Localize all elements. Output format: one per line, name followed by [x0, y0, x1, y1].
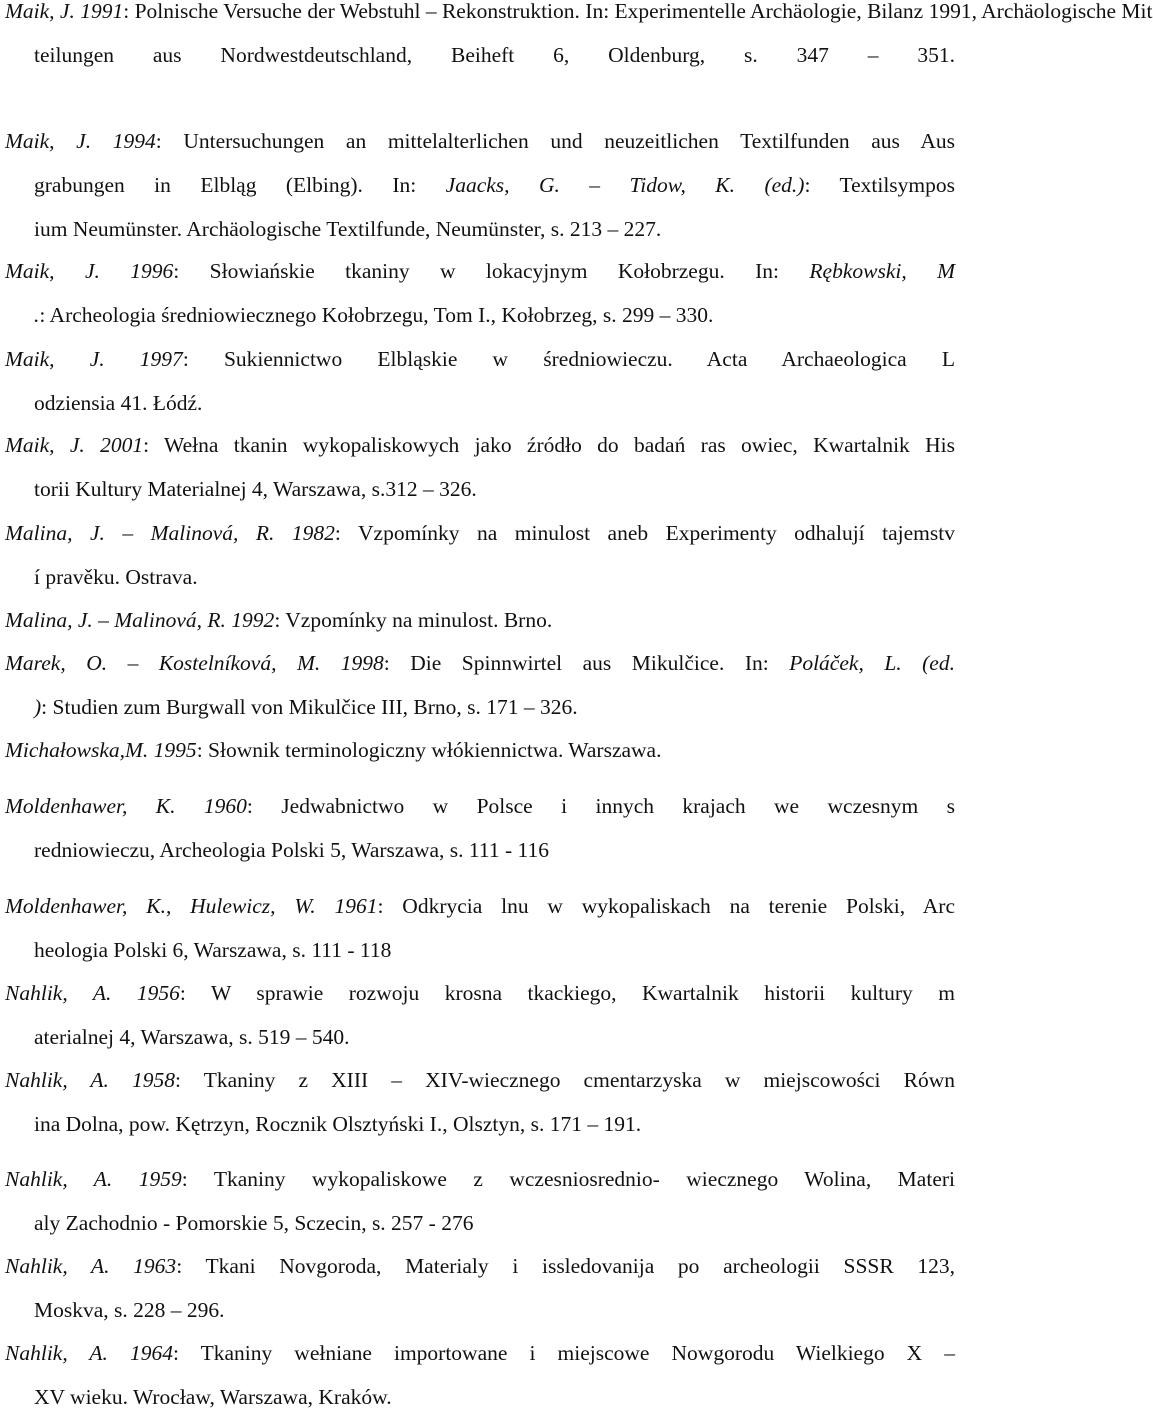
citation-text: : Die Spinnwirtel aus Mikulčice. In:: [383, 651, 790, 675]
citation-author-year: Nahlik, A. 1956: [5, 981, 180, 1005]
entry-line: [34, 1384, 955, 1410]
entry-line: [34, 1297, 955, 1323]
entry-line: [5, 128, 955, 154]
entry-line: [34, 937, 955, 963]
citation-author-year: Marek, O. – Kostelníková, M. 1998: [5, 651, 384, 675]
citation-text: torii Kultury Materialnej 4, Warszawa, s.312 – 326.: [34, 477, 477, 501]
entry-line: [5, 0, 1153, 24]
citation-author-year: Nahlik, A. 1963: [5, 1254, 177, 1278]
citation-text: : Jedwabnictwo w Polsce i innych krajach we wczesnym s: [246, 794, 955, 818]
entry-line: [5, 1166, 955, 1192]
entry-line: [34, 1111, 955, 1137]
entry-line: [5, 1253, 955, 1279]
citation-text: : Odkrycia lnu w wykopaliskach na terenie Polski, Arc: [377, 894, 956, 918]
entry-line: [34, 837, 955, 863]
citation-text: ina Dolna, pow. Kętrzyn, Rocznik Olsztyński I., Olsztyn, s. 171 – 191.: [34, 1112, 642, 1136]
citation-text: : Tkaniny z XIII – XIV-wiecznego cmentarzyska w miejscowości Równ: [175, 1068, 955, 1092]
citation-author-year: Maik, J. 2001: [5, 433, 144, 457]
entry-line: [34, 216, 955, 242]
citation-author-year: Nahlik, A. 1964: [5, 1341, 173, 1365]
citation-author-year: Malina, J. – Malinová, R. 1982: [5, 521, 335, 545]
citation-text: XV wieku. Wrocław, Warszawa, Kraków.: [34, 1385, 392, 1409]
citation-author-year: Maik, J. 1997: [5, 347, 183, 371]
citation-author-year: Maik, J. 1991: [5, 0, 124, 23]
citation-author-year: Nahlik, A. 1959: [5, 1167, 182, 1191]
citation-text: : Vzpomínky na minulost. Brno.: [274, 608, 553, 632]
entry-line: [34, 564, 955, 590]
entry-line: [34, 390, 955, 416]
entry-line: [5, 346, 955, 372]
entry-line: [34, 302, 955, 328]
citation-text: : W sprawie rozwoju krosna tkackiego, Kwartalnik historii kultury m: [179, 981, 956, 1005]
citation-text: : Vzpomínky na minulost aneb Experimenty odhalují tajemstv: [334, 521, 955, 545]
citation-text: : Tkani Novgoroda, Materialy i issledovanija po archeologii SSSR 123,: [176, 1254, 955, 1278]
citation-text: í pravěku. Ostrava.: [34, 565, 198, 589]
entry-line: [5, 607, 955, 633]
citation-author-year: ): [34, 695, 42, 719]
citation-author-year: Moldenhawer, K., Hulewicz, W. 1961: [5, 894, 378, 918]
entry-line: [5, 258, 955, 284]
citation-text: heologia Polski 6, Warszawa, s. 111 - 118: [34, 938, 392, 962]
entry-line: [34, 86, 955, 112]
entry-line: [5, 1067, 955, 1093]
citation-text: : Studien zum Burgwall von Mikulčice III, Brno, s. 171 – 326.: [41, 695, 578, 719]
entry-line: [5, 793, 955, 819]
citation-text: : Słowiańskie tkaniny w lokacyjnym Kołobrzegu. In:: [173, 259, 810, 283]
citation-author-year: Jaacks, G. – Tidow, K. (ed.): [445, 173, 805, 197]
citation-text: : Tkaniny wełniane importowane i miejscowe Nowgorodu Wielkiego X –: [172, 1341, 955, 1365]
citation-text: aly Zachodnio - Pomorskie 5, Sczecin, s. 257 - 276: [34, 1211, 474, 1235]
entry-line: [34, 694, 955, 720]
entry-line: [34, 1210, 955, 1236]
citation-text: : Textilsympos: [804, 173, 956, 197]
citation-text: redniowieczu, Archeologia Polski 5, Warszawa, s. 111 - 116: [34, 838, 549, 862]
citation-author-year: Michałowska,M. 1995: [5, 738, 197, 762]
entry-line: [5, 520, 955, 546]
citation-text: : Sukiennictwo Elbląskie w średniowieczu. Acta Archaeologica L: [182, 347, 955, 371]
entry-line: [34, 476, 955, 502]
citation-text: aterialnej 4, Warszawa, s. 519 – 540.: [34, 1025, 350, 1049]
citation-author-year: Maik, J. 1994: [5, 129, 156, 153]
citation-author-year: .: [34, 303, 40, 327]
citation-text: : Untersuchungen an mittelalterlichen und neuzeitlichen Textilfunden aus Aus: [155, 129, 956, 153]
citation-text: : Wełna tkanin wykopaliskowych jako źródło do badań ras owiec, Kwartalnik His: [143, 433, 955, 457]
citation-text: odziensia 41. Łódź.: [34, 391, 203, 415]
citation-text: Moskva, s. 228 – 296.: [34, 1298, 225, 1322]
citation-text: : Archeologia średniowiecznego Kołobrzegu, Tom I., Kołobrzeg, s. 299 – 330.: [39, 303, 714, 327]
citation-text: : Tkaniny wykopaliskowe z wczesniosrednio- wiecznego Wolina, Materi: [181, 1167, 955, 1191]
entry-line: [34, 42, 955, 68]
entry-line: [34, 1024, 955, 1050]
bibliography-page: [5, 0, 1153, 1409]
citation-author-year: Maik, J. 1996: [5, 259, 174, 283]
citation-author-year: Nahlik, A. 1958: [5, 1068, 176, 1092]
citation-author-year: Poláček, L. (ed.: [789, 651, 955, 675]
citation-text: teilungen aus Nordwestdeutschland, Beiheft 6, Oldenburg, s. 347 – 351.: [34, 43, 955, 67]
entry-line: [5, 980, 955, 1006]
citation-text: : Słownik terminologiczny włókiennictwa. Warszawa.: [196, 738, 662, 762]
citation-text: grabungen in Elbląg (Elbing). In:: [34, 173, 446, 197]
citation-text: : Polnische Versuche der Webstuhl – Rekonstruktion. In: Experimentelle Archäologie, Bilanz 1991, Archäologische Mit: [123, 0, 1153, 23]
citation-author-year: Malina, J. – Malinová, R. 1992: [5, 608, 275, 632]
citation-author-year: Moldenhawer, K. 1960: [5, 794, 247, 818]
entry-line: [5, 893, 955, 919]
entry-line: [5, 737, 955, 763]
entry-line: [5, 650, 955, 676]
citation-author-year: Rębkowski, M: [809, 259, 956, 283]
entry-line: [5, 1340, 955, 1366]
citation-text: ium Neumünster. Archäologische Textilfunde, Neumünster, s. 213 – 227.: [34, 217, 662, 241]
entry-line: [34, 172, 955, 198]
entry-line: [5, 432, 955, 458]
